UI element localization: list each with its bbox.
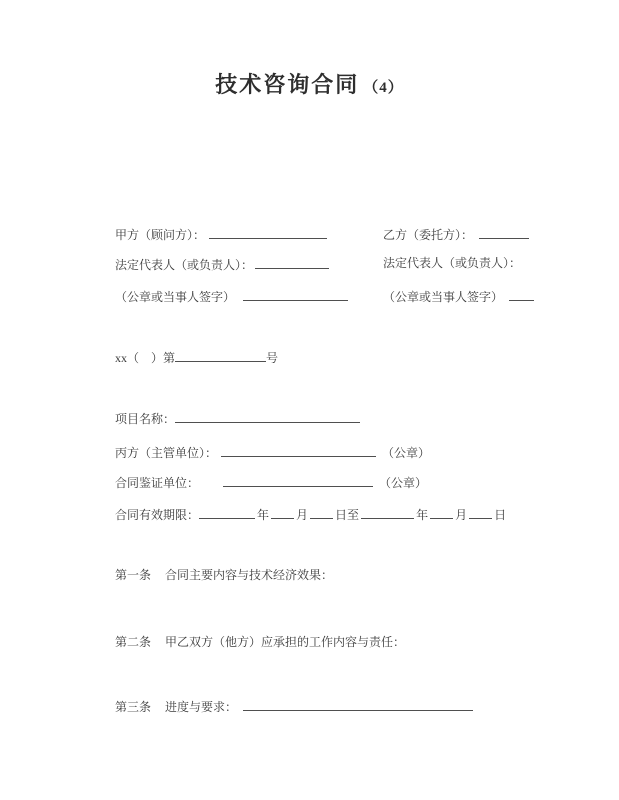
validity-label: 合同有效期限：: [115, 508, 200, 522]
seal-sign-a-row: [115, 287, 348, 305]
attestation-seal-label: （公章）: [379, 476, 428, 490]
validity-start-month-blank: [271, 505, 294, 519]
document-title-number: （4）: [363, 80, 404, 96]
validity-start-day-blank: [310, 505, 333, 519]
doc-number-prefix: xx（ ）第: [115, 351, 176, 365]
seal-sign-b-label: （公章或当事人签字）: [383, 290, 504, 304]
article-3-number: 第三条: [115, 700, 152, 714]
party-c-blank-line: [221, 443, 376, 457]
party-b-row: [383, 225, 529, 243]
seal-sign-a-blank-line: [243, 287, 348, 301]
unit-day-to: 日至: [335, 508, 360, 522]
validity-start-year-blank: [199, 505, 255, 519]
seal-sign-a-label: （公章或当事人签字）: [115, 290, 236, 304]
validity-end-day-blank: [469, 505, 492, 519]
unit-month-start: 月: [296, 508, 309, 522]
article-2-row: [115, 634, 405, 650]
seal-sign-b-row: [383, 287, 534, 305]
legal-rep-a-label: 法定代表人（或负责人）：: [115, 258, 254, 272]
attestation-label: 合同鉴证单位：: [115, 476, 200, 490]
project-name-row: [115, 409, 360, 427]
validity-end-year-blank: [361, 505, 414, 519]
party-c-label: 丙方（主管单位）：: [115, 446, 218, 460]
document-title-text: 技术咨询合同: [215, 72, 360, 97]
project-name-label: 项目名称：: [115, 412, 176, 426]
unit-month-end: 月: [455, 508, 468, 522]
party-a-blank-line: [209, 225, 327, 239]
doc-number-suffix: 号: [266, 351, 279, 365]
article-3-row: [115, 697, 473, 715]
article-3-text: 进度与要求：: [165, 700, 238, 714]
unit-year-end: 年: [416, 508, 429, 522]
attestation-blank-line: [223, 473, 373, 487]
validity-period-row: [115, 505, 508, 523]
article-1-row: [115, 567, 333, 583]
document-title: [0, 68, 619, 99]
article-3-blank-line: [243, 697, 473, 711]
unit-year-start: 年: [257, 508, 270, 522]
validity-end-month-blank: [430, 505, 453, 519]
article-1-number: 第一条: [115, 568, 152, 582]
doc-number-row: [115, 348, 278, 366]
party-a-label: 甲方（顾问方）：: [115, 228, 206, 242]
party-a-row: [115, 225, 327, 243]
seal-sign-b-blank-line: [509, 287, 534, 301]
party-b-label: 乙方（委托方）：: [383, 228, 474, 242]
legal-rep-b-label: 法定代表人（或负责人）：: [383, 256, 522, 270]
doc-number-blank-line: [175, 348, 266, 362]
party-c-seal-label: （公章）: [382, 446, 431, 460]
project-name-blank-line: [175, 409, 360, 423]
article-2-text: 甲乙双方（他方）应承担的工作内容与责任：: [165, 635, 406, 649]
party-c-row: [115, 443, 430, 461]
legal-rep-a-row: [115, 255, 329, 273]
article-2-number: 第二条: [115, 635, 152, 649]
legal-rep-a-blank-line: [255, 255, 329, 269]
attestation-row: [115, 473, 427, 491]
legal-rep-b-row: [383, 255, 521, 271]
article-1-text: 合同主要内容与技术经济效果：: [165, 568, 334, 582]
party-b-blank-line: [479, 225, 529, 239]
unit-day-end: 日: [494, 508, 507, 522]
